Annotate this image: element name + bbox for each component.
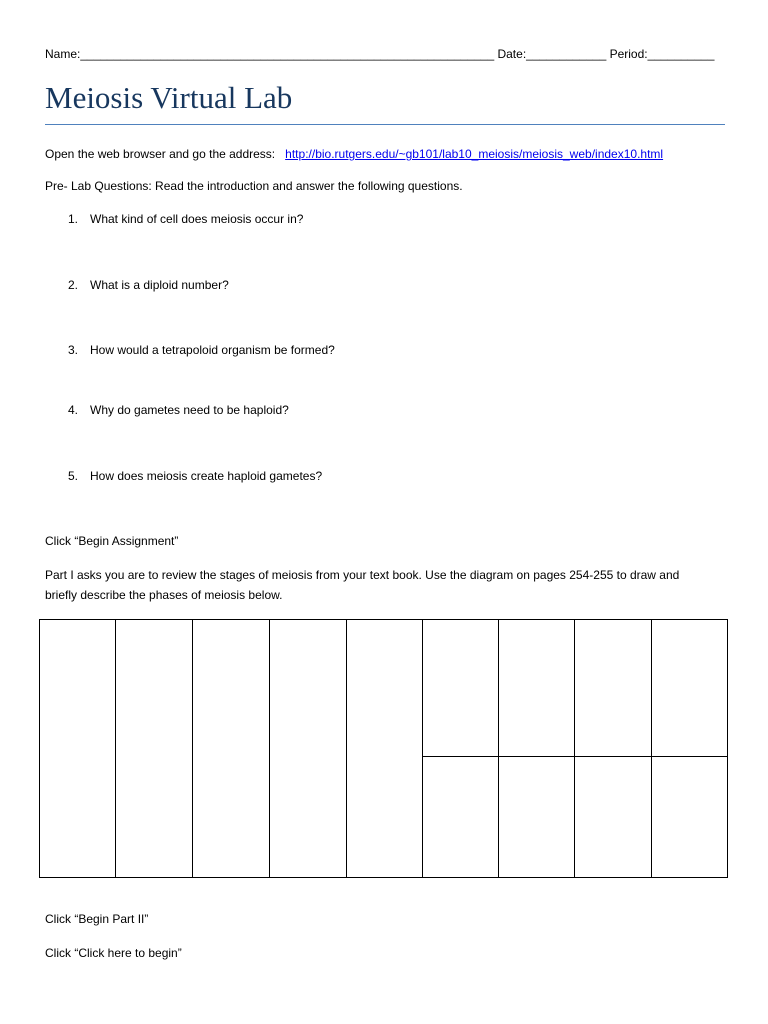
phase-cell[interactable] xyxy=(652,757,728,878)
question-2 xyxy=(68,278,229,292)
phase-cell[interactable] xyxy=(40,620,116,878)
lab-url-link[interactable]: http://bio.rutgers.edu/~gb101/lab10_meiosis/meiosis_web/index10.html xyxy=(285,147,664,161)
browser-instruction xyxy=(45,147,663,161)
begin-part2-step: Click “Begin Part II” xyxy=(45,912,149,926)
question-4 xyxy=(68,403,289,417)
phase-cell[interactable] xyxy=(116,620,193,878)
phase-cell[interactable] xyxy=(423,757,499,878)
phase-cell[interactable] xyxy=(499,620,575,757)
begin-assignment-step: Click “Begin Assignment” xyxy=(45,534,179,548)
phase-cell[interactable] xyxy=(575,757,652,878)
phase-cell[interactable] xyxy=(575,620,652,757)
question-text: Why do gametes need to be haploid? xyxy=(90,403,289,417)
date-blank[interactable]: ____________ xyxy=(526,47,607,61)
prelab-heading: Pre- Lab Questions: Read the introduction and answer the following questions. xyxy=(45,179,463,193)
question-number: 3. xyxy=(68,343,79,357)
question-text: How would a tetrapoloid organism be formed? xyxy=(90,343,335,357)
phase-cell[interactable] xyxy=(652,620,728,757)
question-text: What is a diploid number? xyxy=(90,278,229,292)
question-1 xyxy=(68,212,303,226)
meiosis-phases-table xyxy=(39,619,728,878)
question-text: How does meiosis create haploid gametes? xyxy=(90,469,323,483)
page-title: Meiosis Virtual Lab xyxy=(45,80,293,115)
phase-cell[interactable] xyxy=(193,620,270,878)
phase-cell[interactable] xyxy=(347,620,423,878)
student-info-line xyxy=(45,47,714,61)
question-number: 4. xyxy=(68,403,79,417)
date-label: Date: xyxy=(497,47,527,61)
title-divider xyxy=(45,124,725,125)
click-begin-step: Click “Click here to begin” xyxy=(45,946,182,960)
question-text: What kind of cell does meiosis occur in? xyxy=(90,212,304,226)
question-number: 2. xyxy=(68,278,79,292)
name-label: Name: xyxy=(45,47,81,61)
phase-cell[interactable] xyxy=(423,620,499,757)
question-3 xyxy=(68,343,335,357)
part1-instruction-line2: briefly describe the phases of meiosis below. xyxy=(45,588,283,602)
browser-instruction-text: Open the web browser and go the address: xyxy=(45,147,276,161)
part1-instruction-line1: Part I asks you are to review the stages of meiosis from your text book. Use the diagram on pages 254-255 to draw and xyxy=(45,568,680,582)
question-5 xyxy=(68,469,322,483)
question-number: 5. xyxy=(68,469,79,483)
phase-cell[interactable] xyxy=(499,757,575,878)
question-number: 1. xyxy=(68,212,79,226)
period-blank[interactable]: __________ xyxy=(647,47,715,61)
period-label: Period: xyxy=(609,47,648,61)
phase-cell[interactable] xyxy=(270,620,347,878)
name-blank[interactable]: ______________________________________________________________ xyxy=(80,47,495,61)
